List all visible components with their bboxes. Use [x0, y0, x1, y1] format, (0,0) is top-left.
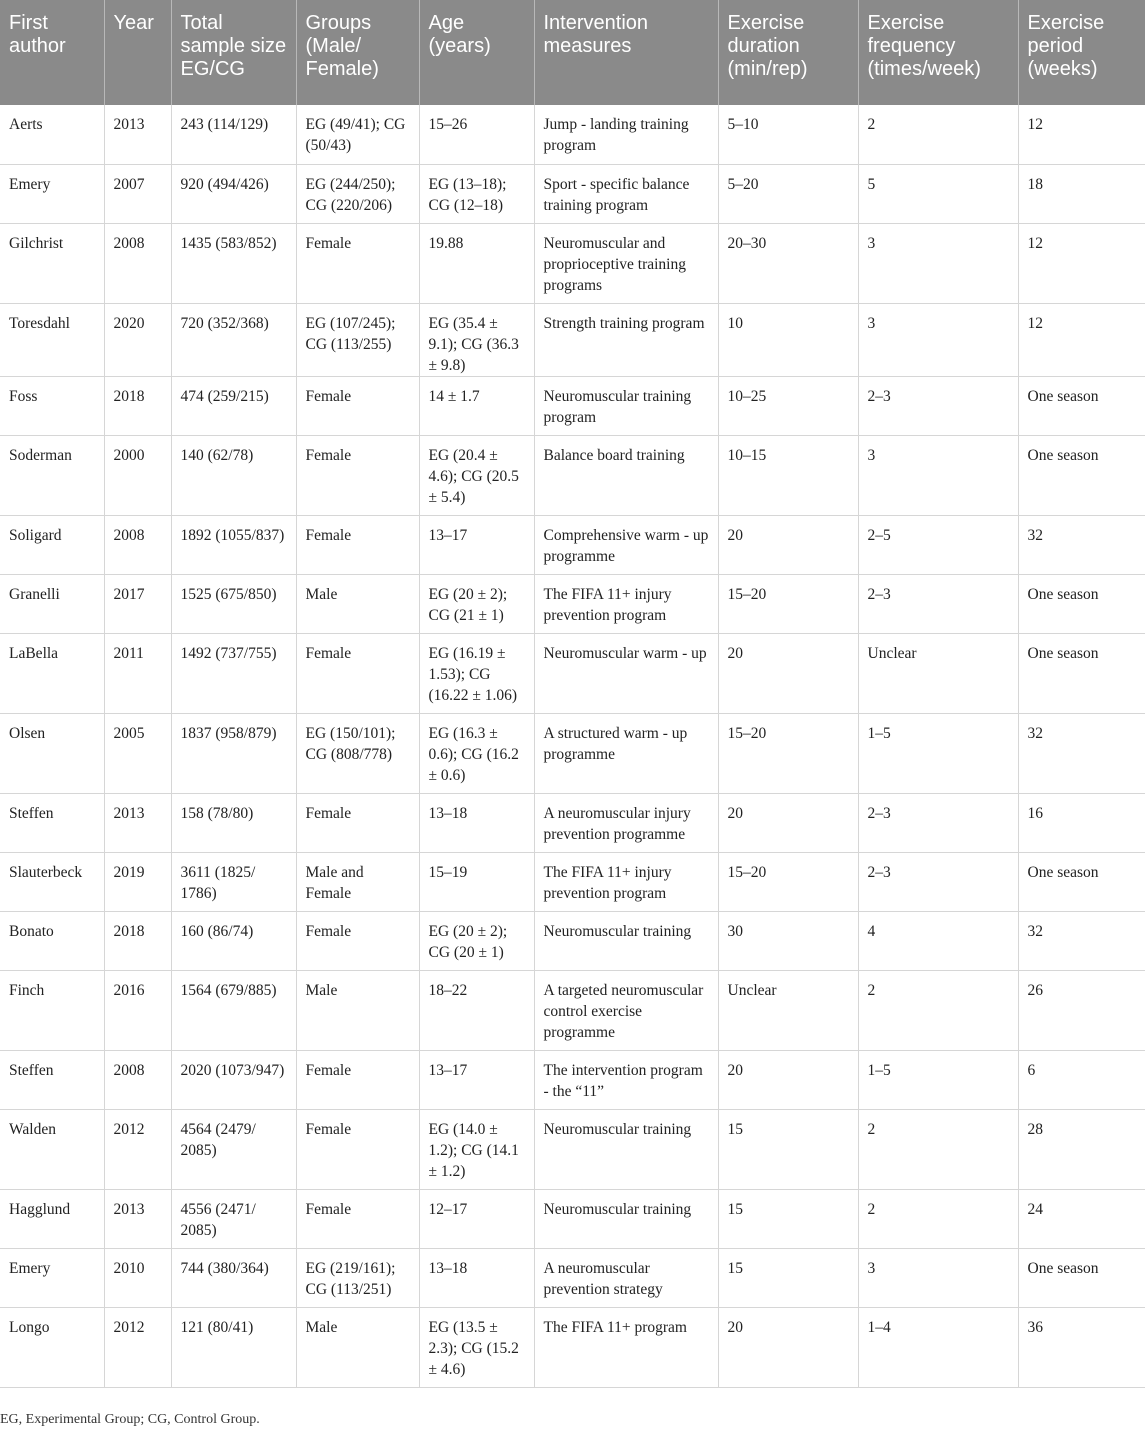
cell-groups: Male [296, 970, 419, 1050]
col-header-groups: Groups (Male/ Female) [296, 0, 419, 105]
cell-age: EG (16.19 ± 1.53); CG (16.22 ± 1.06) [419, 633, 534, 713]
cell-intervention: The FIFA 11+ program [534, 1307, 718, 1387]
table-row [0, 633, 1145, 713]
cell-year: 2012 [104, 1109, 171, 1189]
cell-sample-size: 243 (114/129) [171, 105, 296, 164]
table-row [0, 1248, 1145, 1307]
cell-intervention: Strength training program [534, 303, 718, 376]
cell-age: EG (16.3 ± 0.6); CG (16.2 ± 0.6) [419, 713, 534, 793]
cell-first-author: Olsen [0, 713, 104, 793]
cell-groups: EG (49/41); CG (50/43) [296, 105, 419, 164]
cell-groups: Female [296, 911, 419, 970]
cell-year: 2012 [104, 1307, 171, 1387]
cell-frequency: 3 [858, 303, 1018, 376]
cell-duration: 20 [718, 793, 858, 852]
cell-period: 12 [1018, 223, 1145, 303]
cell-duration: 30 [718, 911, 858, 970]
cell-age: EG (35.4 ± 9.1); CG (36.3 ± 9.8) [419, 303, 534, 376]
cell-period: 36 [1018, 1307, 1145, 1387]
cell-age: 13–18 [419, 793, 534, 852]
cell-intervention: Jump - landing training program [534, 105, 718, 164]
cell-frequency: 2–3 [858, 574, 1018, 633]
cell-duration: 20 [718, 515, 858, 574]
cell-intervention: The FIFA 11+ injury prevention program [534, 574, 718, 633]
cell-duration: 15–20 [718, 574, 858, 633]
cell-frequency: 1–5 [858, 713, 1018, 793]
cell-groups: EG (150/101); CG (808/778) [296, 713, 419, 793]
cell-first-author: Walden [0, 1109, 104, 1189]
cell-year: 2020 [104, 303, 171, 376]
cell-age: 14 ± 1.7 [419, 376, 534, 435]
cell-frequency: 2 [858, 1189, 1018, 1248]
cell-intervention: A neuromuscular prevention strategy [534, 1248, 718, 1307]
cell-year: 2018 [104, 911, 171, 970]
cell-groups: Female [296, 793, 419, 852]
table-row [0, 105, 1145, 164]
cell-first-author: Toresdahl [0, 303, 104, 376]
cell-period: 32 [1018, 713, 1145, 793]
cell-age: 15–26 [419, 105, 534, 164]
cell-duration: 20 [718, 1050, 858, 1109]
cell-duration: 5–10 [718, 105, 858, 164]
cell-first-author: Foss [0, 376, 104, 435]
cell-age: 15–19 [419, 852, 534, 911]
cell-duration: Unclear [718, 970, 858, 1050]
cell-first-author: Hagglund [0, 1189, 104, 1248]
cell-intervention: A targeted neuromuscular control exercise programme [534, 970, 718, 1050]
cell-sample-size: 4556 (2471/ 2085) [171, 1189, 296, 1248]
cell-duration: 15 [718, 1189, 858, 1248]
table-row [0, 435, 1145, 515]
cell-groups: Female [296, 1109, 419, 1189]
cell-period: 32 [1018, 515, 1145, 574]
cell-year: 2010 [104, 1248, 171, 1307]
cell-sample-size: 4564 (2479/ 2085) [171, 1109, 296, 1189]
cell-period: One season [1018, 435, 1145, 515]
cell-groups: EG (107/245); CG (113/255) [296, 303, 419, 376]
cell-first-author: Slauterbeck [0, 852, 104, 911]
table-row [0, 1189, 1145, 1248]
cell-frequency: 3 [858, 435, 1018, 515]
cell-duration: 10 [718, 303, 858, 376]
cell-groups: Female [296, 515, 419, 574]
cell-duration: 20 [718, 633, 858, 713]
cell-age: EG (20.4 ± 4.6); CG (20.5 ± 5.4) [419, 435, 534, 515]
cell-groups: Female [296, 1050, 419, 1109]
cell-sample-size: 1837 (958/879) [171, 713, 296, 793]
cell-frequency: 4 [858, 911, 1018, 970]
table-body [0, 105, 1145, 1387]
cell-groups: Male [296, 1307, 419, 1387]
table-row [0, 223, 1145, 303]
table-row [0, 911, 1145, 970]
cell-groups: Female [296, 435, 419, 515]
cell-sample-size: 1492 (737/755) [171, 633, 296, 713]
header-row [0, 0, 1145, 105]
cell-duration: 20 [718, 1307, 858, 1387]
cell-year: 2008 [104, 1050, 171, 1109]
cell-first-author: Bonato [0, 911, 104, 970]
cell-year: 2008 [104, 223, 171, 303]
cell-intervention: Neuromuscular and proprioceptive training programs [534, 223, 718, 303]
cell-first-author: Soderman [0, 435, 104, 515]
cell-age: EG (13.5 ± 2.3); CG (15.2 ± 4.6) [419, 1307, 534, 1387]
cell-period: One season [1018, 376, 1145, 435]
cell-first-author: Steffen [0, 793, 104, 852]
cell-year: 2013 [104, 1189, 171, 1248]
table-row [0, 376, 1145, 435]
cell-age: 18–22 [419, 970, 534, 1050]
cell-sample-size: 1564 (679/885) [171, 970, 296, 1050]
cell-frequency: 1–4 [858, 1307, 1018, 1387]
cell-groups: EG (219/161); CG (113/251) [296, 1248, 419, 1307]
cell-first-author: Soligard [0, 515, 104, 574]
cell-duration: 15–20 [718, 713, 858, 793]
cell-period: 12 [1018, 303, 1145, 376]
cell-groups: Female [296, 223, 419, 303]
cell-sample-size: 140 (62/78) [171, 435, 296, 515]
cell-intervention: Neuromuscular training [534, 1189, 718, 1248]
cell-frequency: 2 [858, 1109, 1018, 1189]
cell-duration: 15 [718, 1109, 858, 1189]
cell-duration: 10–25 [718, 376, 858, 435]
cell-frequency: 3 [858, 1248, 1018, 1307]
table-row [0, 793, 1145, 852]
cell-sample-size: 720 (352/368) [171, 303, 296, 376]
col-header-period: Exercise period (weeks) [1018, 0, 1145, 105]
cell-sample-size: 2020 (1073/947) [171, 1050, 296, 1109]
cell-sample-size: 121 (80/41) [171, 1307, 296, 1387]
cell-year: 2000 [104, 435, 171, 515]
cell-groups: Female [296, 1189, 419, 1248]
table-row [0, 1109, 1145, 1189]
cell-period: 26 [1018, 970, 1145, 1050]
cell-period: 12 [1018, 105, 1145, 164]
cell-sample-size: 920 (494/426) [171, 164, 296, 223]
cell-sample-size: 1525 (675/850) [171, 574, 296, 633]
cell-period: 32 [1018, 911, 1145, 970]
cell-period: One season [1018, 633, 1145, 713]
cell-intervention: The FIFA 11+ injury prevention program [534, 852, 718, 911]
col-header-first-author: First author [0, 0, 104, 105]
cell-year: 2019 [104, 852, 171, 911]
cell-period: One season [1018, 852, 1145, 911]
cell-age: 13–17 [419, 1050, 534, 1109]
cell-age: 12–17 [419, 1189, 534, 1248]
cell-first-author: Finch [0, 970, 104, 1050]
cell-intervention: Neuromuscular training [534, 911, 718, 970]
cell-first-author: Emery [0, 1248, 104, 1307]
cell-frequency: 5 [858, 164, 1018, 223]
cell-sample-size: 744 (380/364) [171, 1248, 296, 1307]
cell-period: One season [1018, 574, 1145, 633]
cell-year: 2013 [104, 105, 171, 164]
cell-period: 24 [1018, 1189, 1145, 1248]
cell-year: 2011 [104, 633, 171, 713]
cell-duration: 15–20 [718, 852, 858, 911]
cell-year: 2008 [104, 515, 171, 574]
col-header-year: Year [104, 0, 171, 105]
table-row [0, 1307, 1145, 1387]
cell-intervention: Neuromuscular training [534, 1109, 718, 1189]
cell-year: 2017 [104, 574, 171, 633]
cell-sample-size: 474 (259/215) [171, 376, 296, 435]
cell-first-author: LaBella [0, 633, 104, 713]
cell-groups: Male [296, 574, 419, 633]
cell-age: EG (13–18); CG (12–18) [419, 164, 534, 223]
cell-age: 19.88 [419, 223, 534, 303]
cell-first-author: Aerts [0, 105, 104, 164]
cell-duration: 5–20 [718, 164, 858, 223]
table-footnote: EG, Experimental Group; CG, Control Group. [0, 1412, 260, 1427]
cell-first-author: Granelli [0, 574, 104, 633]
cell-year: 2013 [104, 793, 171, 852]
cell-period: 18 [1018, 164, 1145, 223]
col-header-duration: Exercise duration (min/rep) [718, 0, 858, 105]
cell-intervention: A neuromuscular injury prevention programme [534, 793, 718, 852]
cell-period: 28 [1018, 1109, 1145, 1189]
cell-intervention: Neuromuscular training program [534, 376, 718, 435]
cell-year: 2016 [104, 970, 171, 1050]
cell-period: 6 [1018, 1050, 1145, 1109]
col-header-sample-size: Total sample size EG/CG [171, 0, 296, 105]
cell-groups: Male and Female [296, 852, 419, 911]
cell-frequency: 2 [858, 970, 1018, 1050]
cell-frequency: 1–5 [858, 1050, 1018, 1109]
cell-period: One season [1018, 1248, 1145, 1307]
cell-groups: EG (244/250); CG (220/206) [296, 164, 419, 223]
cell-age: EG (14.0 ± 1.2); CG (14.1 ± 1.2) [419, 1109, 534, 1189]
cell-year: 2018 [104, 376, 171, 435]
cell-frequency: 2 [858, 105, 1018, 164]
col-header-age: Age (years) [419, 0, 534, 105]
table-row [0, 852, 1145, 911]
cell-frequency: 3 [858, 223, 1018, 303]
cell-sample-size: 158 (78/80) [171, 793, 296, 852]
table-row [0, 164, 1145, 223]
cell-year: 2007 [104, 164, 171, 223]
cell-sample-size: 160 (86/74) [171, 911, 296, 970]
cell-sample-size: 1435 (583/852) [171, 223, 296, 303]
cell-groups: Female [296, 633, 419, 713]
cell-first-author: Steffen [0, 1050, 104, 1109]
table-row [0, 713, 1145, 793]
cell-period: 16 [1018, 793, 1145, 852]
cell-groups: Female [296, 376, 419, 435]
cell-first-author: Emery [0, 164, 104, 223]
cell-intervention: Comprehensive warm - up programme [534, 515, 718, 574]
cell-duration: 20–30 [718, 223, 858, 303]
table-row [0, 515, 1145, 574]
cell-intervention: Neuromuscular warm - up [534, 633, 718, 713]
cell-frequency: 2–3 [858, 852, 1018, 911]
cell-intervention: Balance board training [534, 435, 718, 515]
cell-age: EG (20 ± 2); CG (21 ± 1) [419, 574, 534, 633]
cell-intervention: Sport - specific balance training program [534, 164, 718, 223]
col-header-intervention: Intervention measures [534, 0, 718, 105]
col-header-frequency: Exercise frequency (times/week) [858, 0, 1018, 105]
cell-sample-size: 1892 (1055/837) [171, 515, 296, 574]
table-row [0, 303, 1145, 376]
cell-year: 2005 [104, 713, 171, 793]
cell-age: 13–18 [419, 1248, 534, 1307]
cell-sample-size: 3611 (1825/ 1786) [171, 852, 296, 911]
table-row [0, 970, 1145, 1050]
cell-intervention: A structured warm - up programme [534, 713, 718, 793]
cell-duration: 10–15 [718, 435, 858, 515]
cell-frequency: 2–3 [858, 376, 1018, 435]
cell-age: EG (20 ± 2); CG (20 ± 1) [419, 911, 534, 970]
cell-intervention: The intervention program - the “11” [534, 1050, 718, 1109]
cell-first-author: Gilchrist [0, 223, 104, 303]
table-row [0, 574, 1145, 633]
cell-duration: 15 [718, 1248, 858, 1307]
table-row [0, 1050, 1145, 1109]
cell-frequency: Unclear [858, 633, 1018, 713]
cell-age: 13–17 [419, 515, 534, 574]
cell-frequency: 2–5 [858, 515, 1018, 574]
cell-first-author: Longo [0, 1307, 104, 1387]
cell-frequency: 2–3 [858, 793, 1018, 852]
